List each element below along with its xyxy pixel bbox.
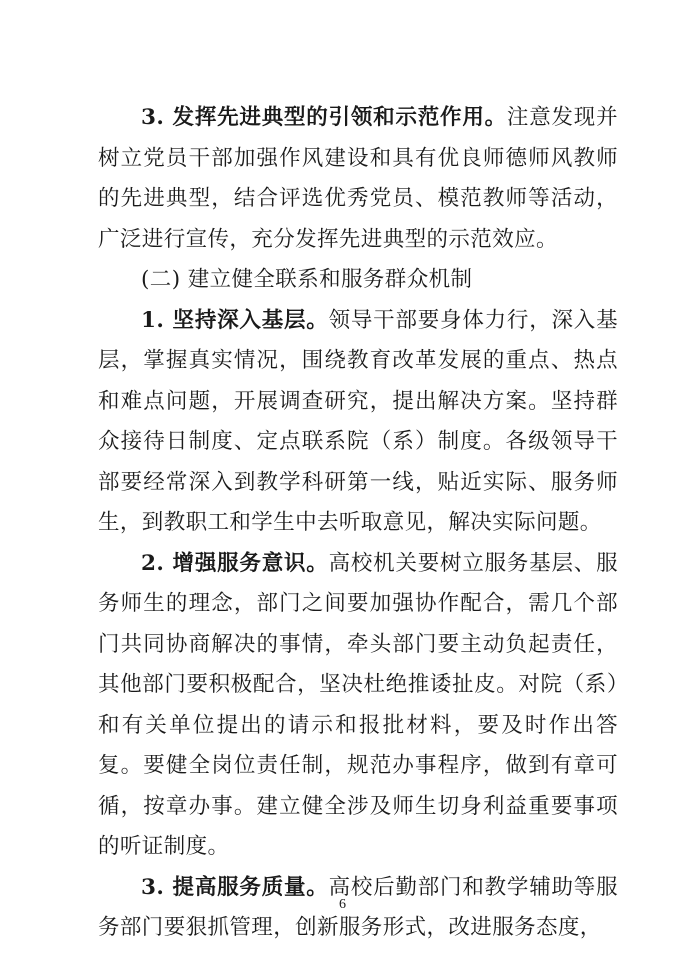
paragraph-grassroots [98,301,618,544]
document-body [98,98,618,949]
paragraph-text: 高校机关要树立服务基层、服务师生的理念，部门之间要加强协作配合，需几个部门共同协商解决的事情，牵头部门要主动负起责任，其他部门要积极配合，坚决杜绝推诿扯皮。对院（系）和有关单位提出的请示和报批材料，要及时作出答复。要健全岗位责任制，规范办事程序，做到有章可循，按章办事。建立健全涉及师生切身利益重要事项的听证制度。 [98,550,618,859]
paragraph-text: 领导干部要身体力行，深入基层，掌握真实情况，围绕教育改革发展的重点、热点和难点问题，开展调查研究，提出解决方案。坚持群众接待日制度、定点联系院（系）制度。各级领导干部要经常深入到教学科研第一线，贴近实际、服务师生，到教职工和学生中去听取意见，解决实际问题。 [98,307,618,535]
paragraph-lead: 2. 增强服务意识。 [141,550,329,576]
paragraph-service-awareness [98,544,618,868]
paragraph-text: 注意发现并树立党员干部加强作风建设和具有优良师德师风教师的先进典型，结合评选优秀党员、模范教师等活动，广泛进行宣传，充分发挥先进典型的示范效应。 [98,105,618,252]
paragraph-lead: 3. 发挥先进典型的引领和示范作用。 [141,105,507,130]
page-number: 6 [339,897,346,912]
paragraph-exemplary-role [98,98,618,260]
paragraph-lead: 1. 坚持深入基层。 [141,307,329,333]
section-heading: (二) 建立健全联系和服务群众机制 [141,267,473,292]
paragraph-lead: 3. 提高服务质量。 [141,874,329,900]
paragraph-text: 高校后勤部门和教学辅助等服务部门要狠抓管理，创新服务形式，改进服务态度， [98,874,618,940]
